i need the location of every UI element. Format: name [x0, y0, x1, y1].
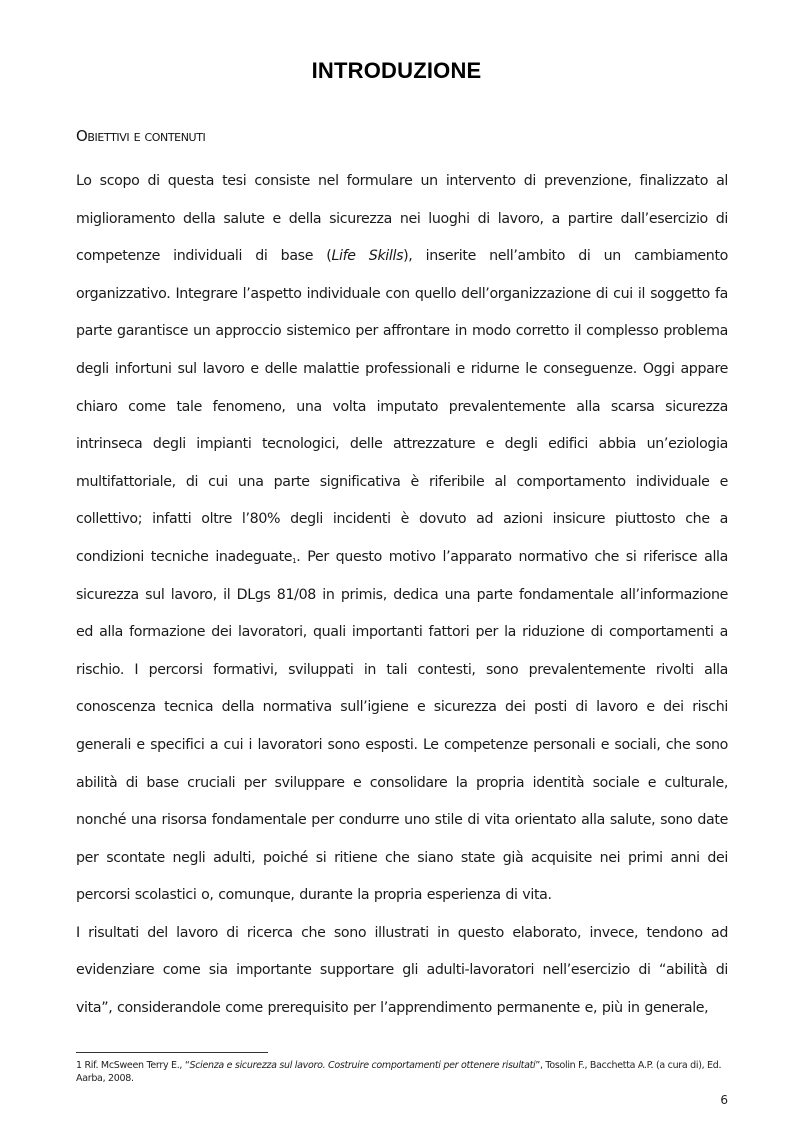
section-subtitle: Obiettivi e contenuti: [76, 127, 206, 145]
paragraph-text: . Per questo motivo l’apparato normativo che si riferisce alla sicurezza sul lavoro, il DLgs 81/08 in primis, dedica una parte fondamentale all’informazione ed alla formazione dei lavoratori, quali importanti fattori per la riduzione di comportamenti a rischio. I percorsi formativi, sviluppati in tali contesti, sono prevalentemente rivolti alla conoscenza tecnica della normativa sull’igiene e sicurezza dei posti di lavoro e dei rischi generali e specifici a cui i lavoratori sono esposti. Le competenze personali e sociali, che sono abilità di base cruciali per sviluppare e consolidare la propria identità sociale e culturale, nonché una risorsa fondamentale per condurre uno stile di vita orientato alla salute, sono date per scontate negli adulti, poiché si ritiene che siano state già acquisite nei primi anni dei percorsi scolastici o, comunque, durante la propria esperienza di vita.: [76, 548, 728, 904]
footnote-reference[interactable]: 1: [292, 556, 297, 565]
page-title: INTRODUZIONE: [311, 58, 482, 83]
paragraph-text: ), inserite nell’ambito di un cambiamento organizzativo. Integrare l’aspetto individuale con quello dell’organizzazione di cui il soggetto fa parte garantisce un approccio sistemico per affrontare in modo corretto il complesso problema degli infortuni sul lavoro e delle malattie professionali e ridurne le conseguenze. Oggi appare chiaro come tale fenomeno, una volta imputato prevalentemente alla scarsa sicurezza intrinseca degli impianti tecnologici, delle attrezzature e degli edifici abbia un’eziologia multifattoriale, di cui una parte significativa è riferibile al comportamento individuale e collettivo; infatti oltre l’80% degli incidenti è dovuto ad azioni insicure piuttosto che a condizioni tecniche inadeguate: [76, 248, 728, 565]
footnote-suffix: ”, Tosolin F., Bacchetta A.P. (a cura di), Ed. Aarba, 2008.: [76, 1060, 722, 1084]
footnote-title: Scienza e sicurezza sul lavoro. Costruire comportamenti per ottenere risultati: [189, 1060, 536, 1071]
paragraph: [76, 163, 728, 915]
page-number: 6: [720, 1093, 728, 1107]
emphasis-text: Life Skills: [331, 248, 404, 265]
footnote: [76, 1059, 728, 1085]
body-text: [76, 163, 728, 1028]
footnote-divider: [76, 1052, 268, 1053]
footnote-number: 1: [76, 1060, 82, 1071]
footnote-prefix: Rif. McSween Terry E., “: [84, 1060, 190, 1071]
paragraph: I risultati del lavoro di ricerca che sono illustrati in questo elaborato, invece, tendono ad evidenziare come sia importante supportare gli adulti-lavoratori nell’esercizio di “abilità di vita”, considerandole come prerequisito per l’apprendimento permanente e, più in generale,: [76, 924, 728, 1017]
paragraph-text: Lo scopo di questa tesi consiste nel formulare un intervento di prevenzione, finalizzato al miglioramento della salute e della sicurezza nei luoghi di lavoro, a partire dall’esercizio di competenze individuali di base (: [76, 173, 728, 265]
